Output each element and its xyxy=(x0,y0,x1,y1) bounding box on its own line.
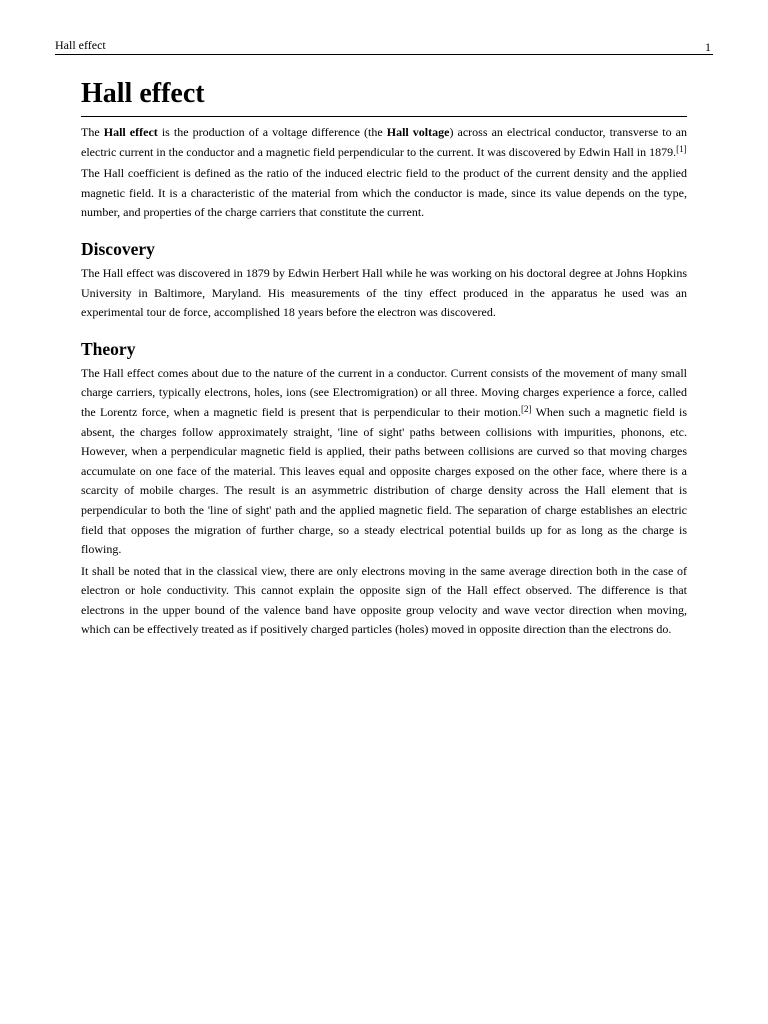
intro-p1-text-1: The xyxy=(81,125,104,139)
article-body xyxy=(81,76,687,642)
intro-paragraph-1 xyxy=(81,123,687,162)
page-number: 1 xyxy=(705,40,711,54)
theory-p1-text-1: The Hall effect comes about due to the nature of the current in a conductor. Current consists of the movement of many small charge carriers, typically electrons, holes, ions (see Electromigration) or all three. Moving charges experience a force, called the Lorentz force, when a magnetic field is present that is perpendicular to their motion. xyxy=(81,365,687,419)
reference-2[interactable]: [2] xyxy=(521,403,532,414)
intro-p1-text-3: ) across an electrical conductor, transverse to an electric current in the conductor and a magnetic field perpendicular to the current. It was discovered by Edwin Hall in 1879. xyxy=(81,125,688,159)
intro-p1-text-2: is the production of a voltage difference (the xyxy=(157,125,387,139)
reference-1[interactable]: [1] xyxy=(676,143,687,154)
page-header xyxy=(55,38,713,55)
theory-p1-text-2: When such a magnetic field is absent, the charges follow approximately straight, 'line of sight' paths between collisions with impurities, phonons, etc. However, when a perpendicular magnetic field is applied, their paths between collisions are curved so that moving charges accumulate on one face of the material. This leaves equal and opposite charges exposed on the other face, where there is a scarcity of mobile charges. The result is an asymmetric distribution of charge density across the Hall element that is perpendicular to both the 'line of sight' path and the applied magnetic field. The separation of charge establishes an electric field that opposes the migration of further charge, so a steady electrical potential builds up for as long as the charge is flowing. xyxy=(81,404,688,557)
intro-paragraph-2: The Hall coefficient is defined as the ratio of the induced electric field to the product of the current density and the applied magnetic field. It is a characteristic of the material from which the conductor is made, since its value depends on the type, number, and properties of the charge carriers that constitute the current. xyxy=(81,166,687,220)
term-hall-voltage: Hall voltage xyxy=(386,125,450,139)
term-hall-effect: Hall effect xyxy=(103,125,158,139)
theory-paragraph-1 xyxy=(81,364,687,560)
theory-paragraph-2: It shall be noted that in the classical view, there are only electrons moving in the same average direction both in the case of electron or hole conductivity. This cannot explain the opposite sign of the Hall effect observed. The difference is that electrons in the upper bound of the valence band have opposite group velocity and wave vector direction when moving, which can be effectively treated as if positively charged particles (holes) moved in opposite direction than the electrons do. xyxy=(81,563,687,637)
running-title: Hall effect xyxy=(55,38,106,52)
discovery-paragraph-1: The Hall effect was discovered in 1879 by Edwin Herbert Hall while he was working on his doctoral degree at Johns Hopkins University in Baltimore, Maryland. His measurements of the tiny effect produced in the apparatus he used was an experimental tour de force, accomplished 18 years before the electron was discovered. xyxy=(81,265,687,320)
section-heading-discovery: Discovery xyxy=(81,238,155,259)
article-title: Hall effect xyxy=(81,76,687,117)
section-heading-theory: Theory xyxy=(81,338,136,359)
